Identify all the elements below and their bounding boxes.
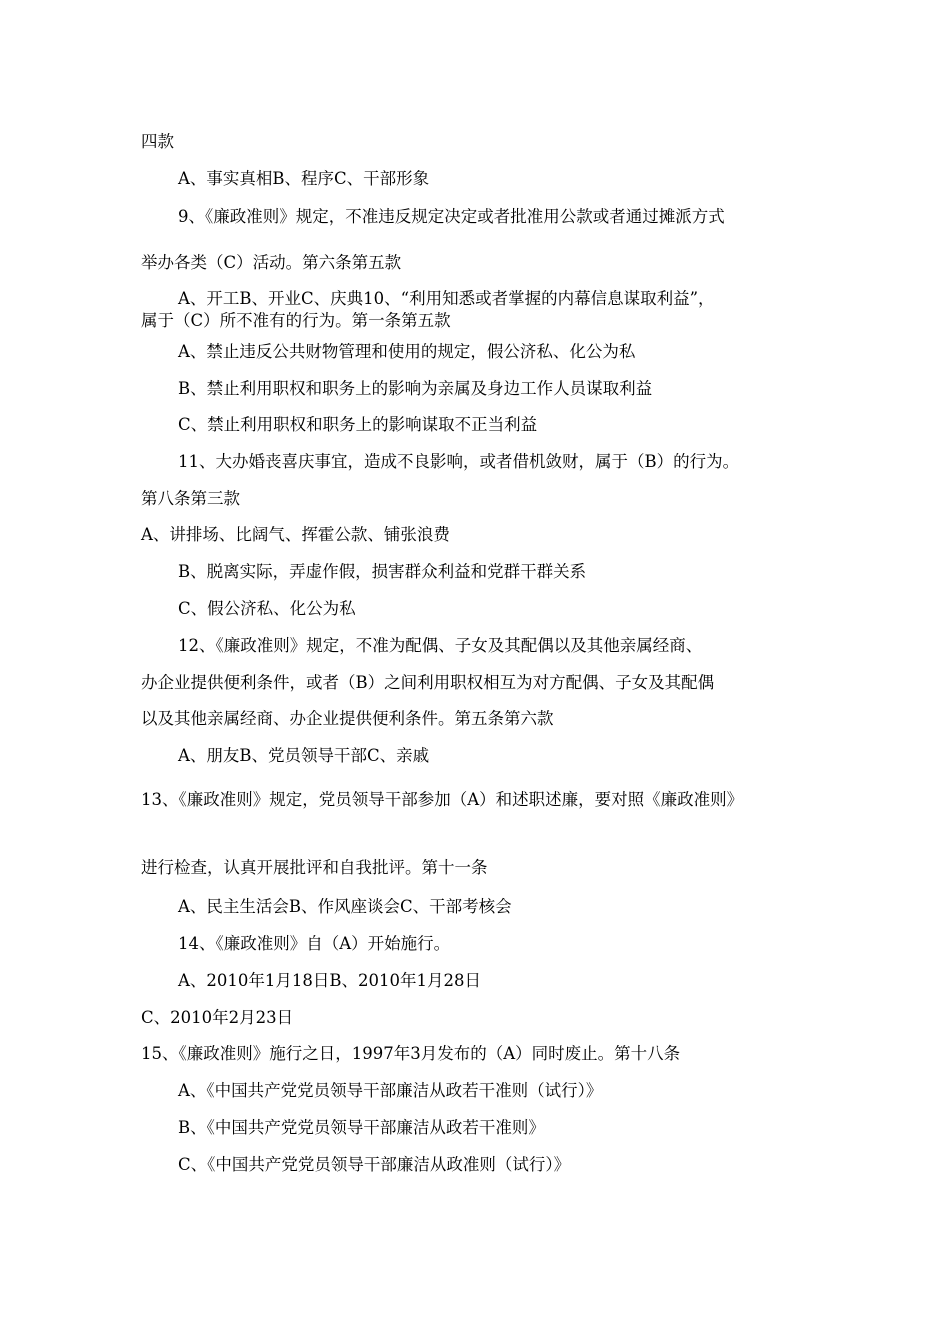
text-line: 进行检查，认真开展批评和自我批评。第十一条 — [141, 858, 488, 877]
option-line: C、2010年2月23日 — [141, 1008, 294, 1027]
option-line: C、禁止利用职权和职务上的影响谋取不正当利益 — [178, 415, 538, 434]
option-line: B、禁止利用职权和职务上的影响为亲属及身边工作人员谋取利益 — [178, 379, 653, 398]
option-line: B、《中国共产党党员领导干部廉洁从政若干准则》 — [178, 1118, 545, 1137]
question-12: 12、《廉政准则》规定，不准为配偶、子女及其配偶以及其他亲属经商、 — [178, 636, 703, 655]
question-15: 15、《廉政准则》施行之日，1997年3月发布的（A）同时废止。第十八条 — [141, 1044, 681, 1063]
option-line: A、朋友B、党员领导干部C、亲戚 — [178, 746, 430, 765]
text-line: 属于（C）所不准有的行为。第一条第五款 — [141, 311, 451, 330]
question-13: 13、《廉政准则》规定，党员领导干部参加（A）和述职述廉，要对照《廉政准则》 — [141, 790, 744, 809]
question-11: 11、大办婚丧喜庆事宜，造成不良影响，或者借机敛财，属于（B）的行为。 — [178, 452, 740, 471]
question-14: 14、《廉政准则》自（A）开始施行。 — [178, 934, 451, 953]
text-line: 以及其他亲属经商、办企业提供便利条件。第五条第六款 — [141, 709, 554, 728]
text-line: 四款 — [141, 132, 174, 151]
text-line: 办企业提供便利条件，或者（B）之间利用职权相互为对方配偶、子女及其配偶 — [141, 673, 715, 692]
option-line: B、脱离实际，弄虚作假，损害群众利益和党群干群关系 — [178, 562, 587, 581]
option-line: A、2010年1月18日B、2010年1月28日 — [178, 971, 482, 990]
option-line: A、民主生活会B、作风座谈会C、干部考核会 — [178, 897, 512, 916]
option-line: A、开工B、开业C、庆典10、“利用知悉或者掌握的内幕信息谋取利益”， — [178, 289, 715, 308]
question-9: 9、《廉政准则》规定，不准违反规定决定或者批准用公款或者通过摊派方式 — [178, 207, 725, 226]
option-line: A、讲排场、比阔气、挥霍公款、铺张浪费 — [141, 525, 450, 544]
text-line: 第八条第三款 — [141, 489, 240, 508]
option-line: A、禁止违反公共财物管理和使用的规定，假公济私、化公为私 — [178, 342, 636, 361]
text-line: 举办各类（C）活动。第六条第五款 — [141, 253, 402, 272]
option-line: C、假公济私、化公为私 — [178, 599, 356, 618]
option-line: C、《中国共产党党员领导干部廉洁从政准则（试行）》 — [178, 1155, 571, 1174]
option-line: A、《中国共产党党员领导干部廉洁从政若干准则（试行）》 — [178, 1081, 603, 1100]
option-line: A、事实真相B、程序C、干部形象 — [178, 169, 430, 188]
